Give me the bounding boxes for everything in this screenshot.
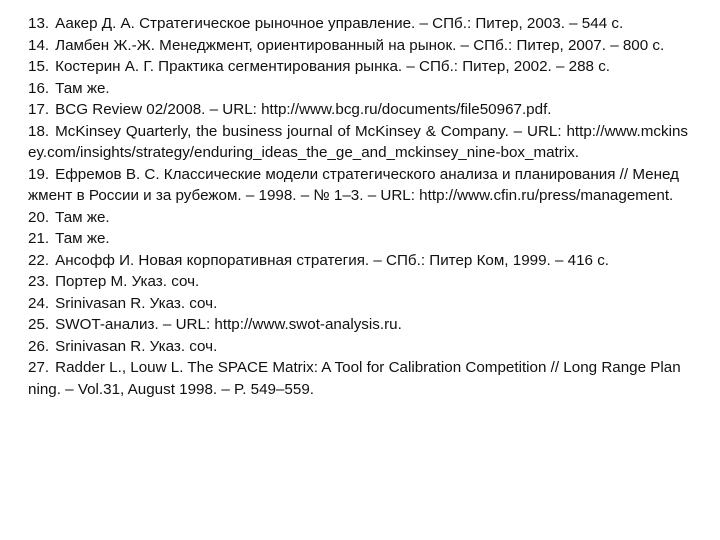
reference-number: 18. bbox=[28, 122, 50, 140]
reference-number: 14. bbox=[28, 36, 50, 54]
reference-text: SWOT-анализ. – URL: http://www.swot-analysis.ru. bbox=[55, 316, 402, 333]
reference-item-19 bbox=[28, 164, 688, 207]
reference-number: 24. bbox=[28, 294, 50, 312]
reference-number: 26. bbox=[28, 337, 50, 355]
reference-item-27 bbox=[28, 357, 688, 400]
reference-item-20 bbox=[28, 207, 688, 229]
reference-text: Там же. bbox=[55, 208, 110, 226]
reference-item-16 bbox=[28, 78, 688, 100]
reference-item-22 bbox=[28, 250, 688, 272]
reference-list bbox=[28, 13, 688, 400]
reference-item-15 bbox=[28, 56, 688, 78]
reference-item-18 bbox=[28, 121, 688, 164]
reference-text: Там же. bbox=[55, 79, 110, 97]
reference-number: 25. bbox=[28, 316, 50, 333]
reference-text: BCG Review 02/2008. – URL: http://www.bcg.ru/documents/file50967.pdf. bbox=[55, 101, 552, 118]
reference-text: Ламбен Ж.-Ж. Менеджмент, ориентированный на рынок. – СПб.: Питер, 2007. – 800 с. bbox=[55, 36, 665, 54]
reference-number: 19. bbox=[28, 165, 50, 183]
reference-number: 27. bbox=[28, 359, 50, 376]
reference-number: 15. bbox=[28, 58, 50, 75]
reference-number: 16. bbox=[28, 79, 50, 97]
reference-text: Srinivasan R. Указ. соч. bbox=[55, 337, 218, 355]
reference-number: 13. bbox=[28, 15, 50, 32]
reference-text: Там же. bbox=[55, 230, 110, 247]
reference-number: 21. bbox=[28, 230, 50, 247]
reference-item-24 bbox=[28, 293, 688, 315]
reference-text: McKinsey Quarterly, the business journal of McKinsey & Company. – URL: http://www.mckinsey.com/insights/strategy/enduring_ideas_the_ge_and_mckinsey_nine-box_matrix. bbox=[28, 122, 688, 161]
reference-text: Srinivasan R. Указ. соч. bbox=[55, 294, 218, 312]
reference-item-14 bbox=[28, 35, 688, 57]
reference-text: Аакер Д. А. Стратегическое рыночное управление. – СПб.: Питер, 2003. – 544 с. bbox=[55, 15, 624, 32]
reference-item-26 bbox=[28, 336, 688, 358]
reference-item-13 bbox=[28, 13, 688, 35]
reference-number: 20. bbox=[28, 208, 50, 226]
reference-item-17 bbox=[28, 99, 688, 121]
reference-number: 17. bbox=[28, 101, 50, 118]
reference-item-25 bbox=[28, 314, 688, 336]
reference-text: Radder L., Louw L. The SPACE Matrix: A Tool for Calibration Competition // Long Range Planning. – Vol.31, August 1998. – P. 549–559. bbox=[28, 359, 681, 398]
reference-number: 23. bbox=[28, 273, 50, 290]
reference-text: Костерин А. Г. Практика сегментирования рынка. – СПб.: Питер, 2002. – 288 с. bbox=[55, 58, 611, 75]
reference-text: Ансофф И. Новая корпоративная стратегия. – СПб.: Питер Ком, 1999. – 416 с. bbox=[55, 251, 610, 269]
reference-item-21 bbox=[28, 228, 688, 250]
reference-item-23 bbox=[28, 271, 688, 293]
reference-text: Портер М. Указ. соч. bbox=[55, 273, 200, 290]
reference-text: Ефремов В. С. Классические модели стратегического анализа и планирования // Менеджмент в России и за рубежом. – 1998. – № 1–3. – URL: http://www.cfin.ru/press/management. bbox=[28, 165, 679, 204]
reference-number: 22. bbox=[28, 251, 50, 269]
